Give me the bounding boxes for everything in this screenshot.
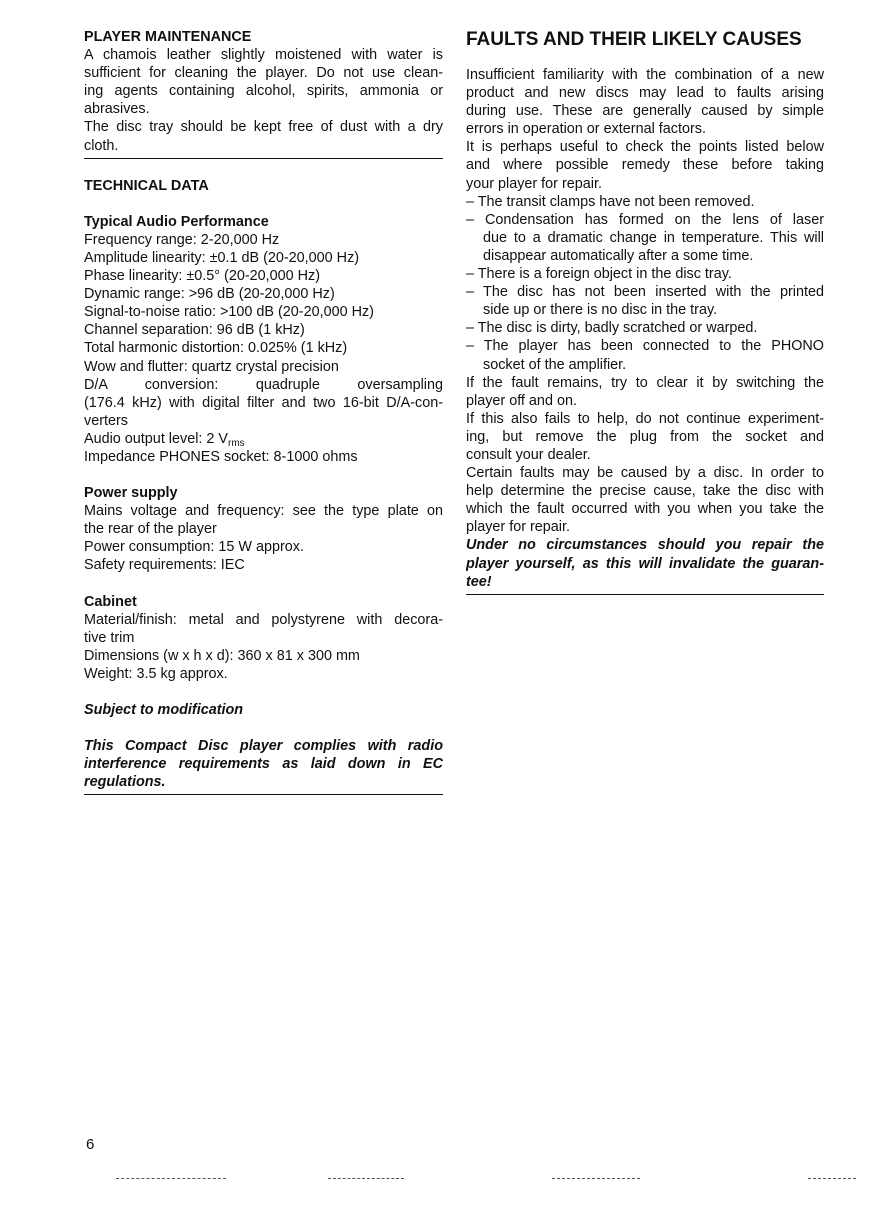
scan-artifact xyxy=(808,1178,856,1179)
spec-mains-voltage: Mains voltage and frequency: see the type plate on xyxy=(84,503,443,520)
followup-line: help determine the precise cause, take the disc with xyxy=(466,483,824,500)
power-supply-section xyxy=(84,484,443,574)
spec-channel-separation: Channel separation: 96 dB (1 kHz) xyxy=(84,322,305,339)
intro-line: errors in operation or external factors. xyxy=(466,121,706,138)
spec-power-consumption: Power consumption: 15 W approx. xyxy=(84,539,304,556)
followup-line: player for repair. xyxy=(466,519,570,536)
cabinet-heading: Cabinet xyxy=(84,593,137,610)
maintenance-line: The disc tray should be kept free of dust with a dry xyxy=(84,119,443,136)
compliance-line: interference requirements as laid down in EC xyxy=(84,756,443,773)
audio-performance-section xyxy=(84,213,443,466)
intro-line: and where possible remedy these before taking xyxy=(466,157,824,174)
faults-heading: FAULTS AND THEIR LIKELY CAUSES xyxy=(466,29,802,50)
faults-intro xyxy=(466,66,824,193)
spec-material-cont: tive trim xyxy=(84,629,135,646)
warning-line: player yourself, as this will invalidate the guaran- xyxy=(466,555,824,572)
spec-frequency-range: Frequency range: 2-20,000 Hz xyxy=(84,231,280,248)
fault-item: – Condensation has formed on the lens of laser xyxy=(466,211,824,228)
scan-artifact xyxy=(552,1178,640,1179)
fault-item: – The transit clamps have not been removed. xyxy=(466,193,755,210)
technical-data-heading: TECHNICAL DATA xyxy=(84,177,209,194)
maintenance-line: abrasives. xyxy=(84,101,150,118)
maintenance-line: sufficient for cleaning the player. Do not use clean- xyxy=(84,65,443,82)
fault-item: – The disc is dirty, badly scratched or warped. xyxy=(466,320,758,337)
maintenance-line: ing agents containing alcohol, spirits, ammonia or xyxy=(84,83,443,100)
fault-item-cont: side up or there is no disc in the tray. xyxy=(483,302,718,319)
output-level-subscript: rms xyxy=(228,437,245,448)
spec-signal-to-noise: Signal-to-noise ratio: >100 dB (20-20,000 Hz) xyxy=(84,304,374,321)
spec-da-conversion-cont: (176.4 kHz) with digital filter and two 16-bit D/A-con- xyxy=(84,394,443,411)
fault-item-cont: due to a dramatic change in temperature. This will xyxy=(483,229,824,246)
maintenance-line: cloth. xyxy=(84,137,119,154)
spec-wow-flutter: Wow and flutter: quartz crystal precision xyxy=(84,358,339,375)
followup-line: Certain faults may be caused by a disc. In order to xyxy=(466,465,824,482)
spec-mains-voltage-cont: the rear of the player xyxy=(84,521,217,538)
intro-line: It is perhaps useful to check the points listed below xyxy=(466,139,824,156)
power-supply-heading: Power supply xyxy=(84,485,178,502)
section-divider xyxy=(466,594,824,595)
spec-harmonic-distortion: Total harmonic distortion: 0.025% (1 kHz) xyxy=(84,340,348,357)
followup-line: ing, but remove the plug from the socket and xyxy=(466,428,824,445)
cabinet-section xyxy=(84,593,443,683)
output-level-text: Audio output level: 2 V xyxy=(84,430,229,447)
audio-performance-heading: Typical Audio Performance xyxy=(84,213,269,230)
maintenance-line: A chamois leather slightly moistened with water is xyxy=(84,47,443,64)
compliance-line: regulations. xyxy=(84,774,166,791)
scan-artifact xyxy=(328,1178,404,1179)
intro-line: your player for repair. xyxy=(466,175,602,192)
spec-weight: Weight: 3.5 kg approx. xyxy=(84,665,228,682)
player-maintenance-heading: PLAYER MAINTENANCE xyxy=(84,29,252,45)
repair-warning xyxy=(466,536,824,594)
warning-line: Under no circumstances should you repair the xyxy=(466,537,824,554)
spec-material: Material/finish: metal and polystyrene with decora- xyxy=(84,611,443,628)
right-column xyxy=(466,28,824,595)
followup-line: If this also fails to help, do not continue experiment- xyxy=(466,410,824,427)
intro-line: product and new discs may lead to faults arising xyxy=(466,85,824,102)
player-maintenance-section xyxy=(84,28,443,159)
spec-phase-linearity: Phase linearity: ±0.5° (20-20,000 Hz) xyxy=(84,268,321,285)
spec-dimensions: Dimensions (w x h x d): 360 x 81 x 300 mm xyxy=(84,647,360,664)
fault-item: – The player has been connected to the PHONO xyxy=(466,338,824,355)
spec-impedance-phones: Impedance PHONES socket: 8-1000 ohms xyxy=(84,448,358,465)
spec-amplitude-linearity: Amplitude linearity: ±0.1 dB (20-20,000 Hz) xyxy=(84,249,360,266)
section-divider xyxy=(84,794,443,795)
compliance-notice xyxy=(84,737,443,795)
followup-line: which the fault occurred with you when you take the xyxy=(466,501,824,518)
faults-followup xyxy=(466,374,824,537)
intro-line: Insufficient familiarity with the combination of a new xyxy=(466,67,824,83)
spec-da-conversion: D/A conversion: quadruple oversampling xyxy=(84,376,443,393)
intro-line: during use. These are generally caused by simple xyxy=(466,103,824,120)
followup-line: If the fault remains, try to clear it by switching the xyxy=(466,374,824,391)
subject-to-modification: Subject to modification xyxy=(84,702,244,718)
fault-item-cont: disappear automatically after a some time. xyxy=(483,247,754,264)
fault-list xyxy=(466,193,824,374)
spec-safety: Safety requirements: IEC xyxy=(84,557,245,574)
compliance-line: This Compact Disc player complies with radio xyxy=(84,738,443,755)
left-column xyxy=(84,28,443,795)
fault-item: – There is a foreign object in the disc tray. xyxy=(466,266,732,283)
followup-line: consult your dealer. xyxy=(466,446,591,463)
spec-dynamic-range: Dynamic range: >96 dB (20-20,000 Hz) xyxy=(84,286,335,303)
fault-item-cont: socket of the amplifier. xyxy=(483,356,627,373)
followup-line: player off and on. xyxy=(466,392,577,409)
scan-artifact xyxy=(116,1178,226,1179)
spec-da-conversion-cont: verters xyxy=(84,412,128,429)
spec-audio-output-level xyxy=(84,430,443,448)
warning-line: tee! xyxy=(466,573,492,590)
page-number: 6 xyxy=(86,1136,95,1153)
fault-item: – The disc has not been inserted with the printed xyxy=(466,284,824,301)
